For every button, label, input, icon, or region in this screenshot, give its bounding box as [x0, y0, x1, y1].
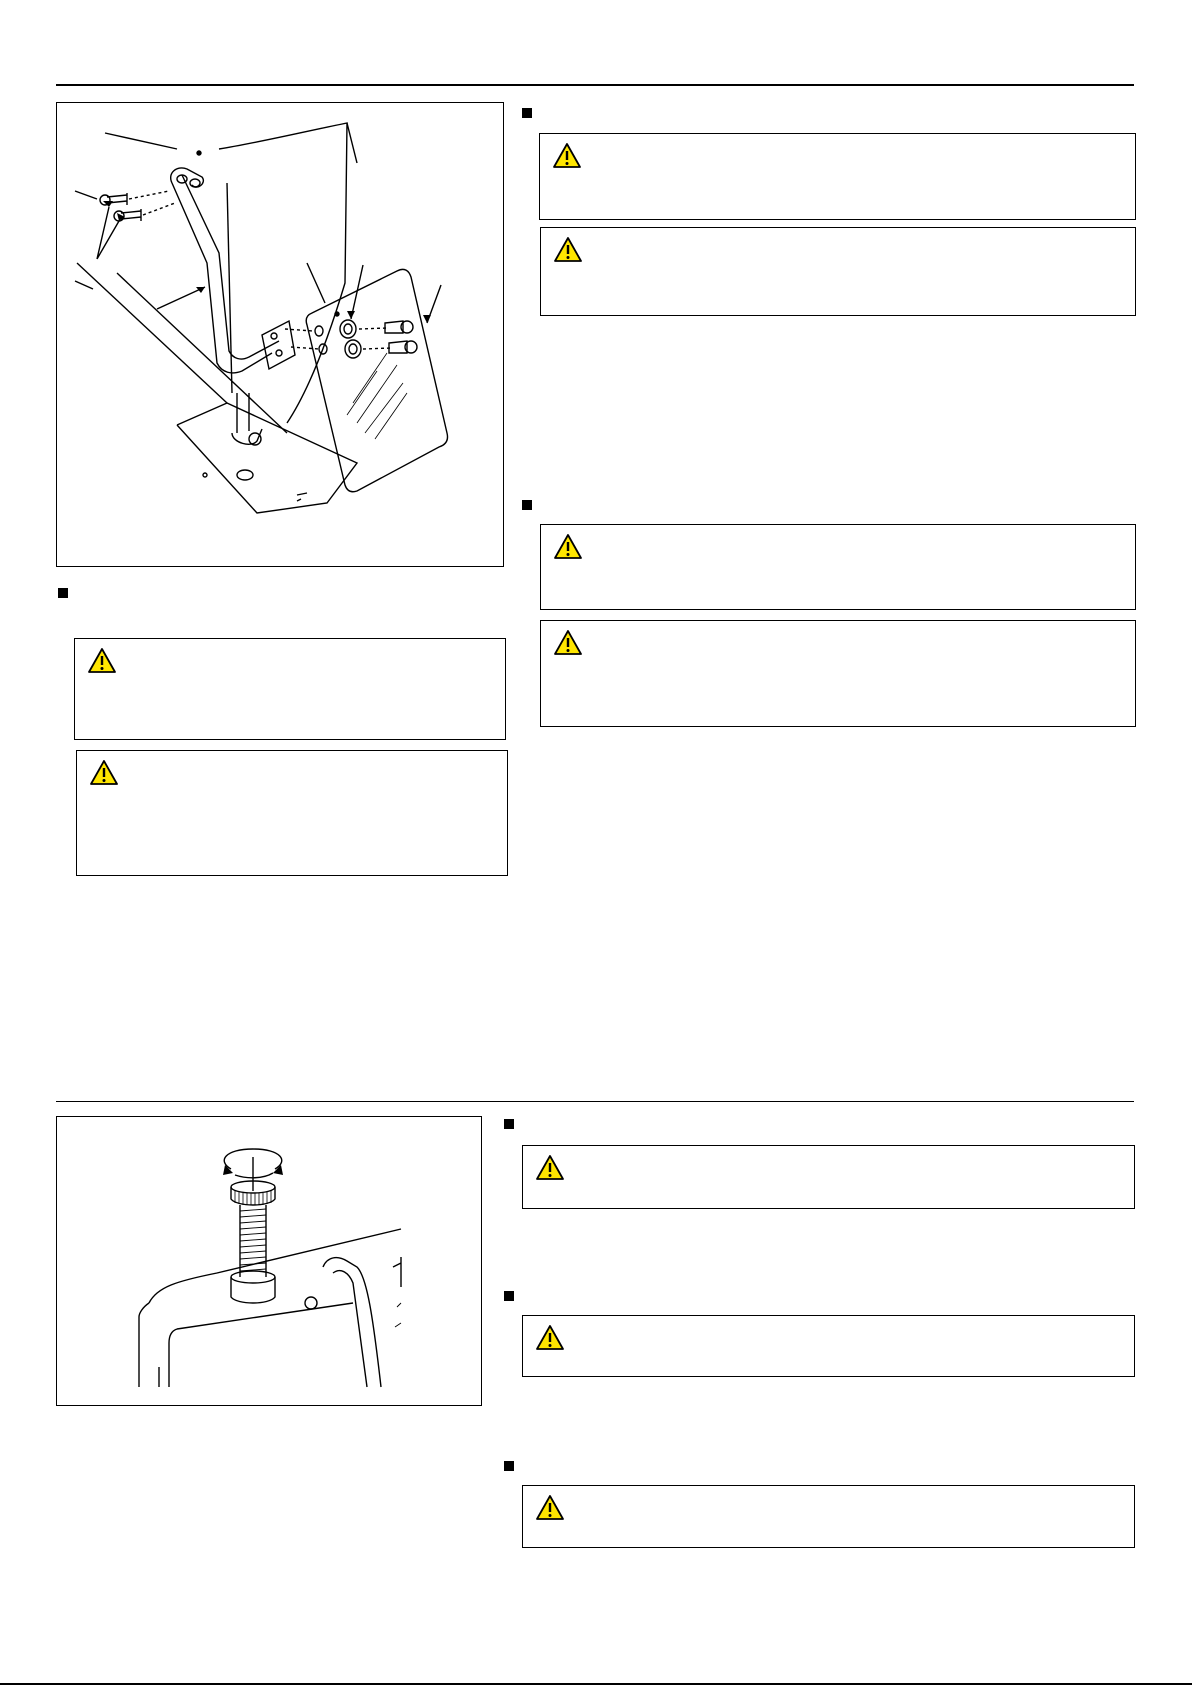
- warning-box-bottom-1: [522, 1145, 1135, 1209]
- warning-triangle-icon: [553, 236, 583, 263]
- warning-triangle-icon: [535, 1324, 565, 1351]
- section-bullet-top-left: [58, 588, 68, 598]
- warning-triangle-icon: [552, 142, 582, 169]
- warning-triangle-icon: [535, 1154, 565, 1181]
- warning-triangle-icon: [553, 629, 583, 656]
- pressure-regulator-illustration: [57, 1117, 481, 1405]
- section-bullet-bottom-1: [504, 1119, 514, 1129]
- warning-triangle-icon: [553, 533, 583, 560]
- header-rule: [56, 84, 1134, 86]
- warning-triangle-icon: [87, 647, 117, 674]
- section-divider: [56, 1101, 1134, 1102]
- warning-box-top-right-2a: [540, 524, 1136, 610]
- warning-box-bottom-3: [522, 1485, 1135, 1548]
- section-bullet-bottom-3: [504, 1461, 514, 1471]
- figure-eye-guard: [56, 102, 504, 567]
- section-bullet-top-right-1: [522, 108, 532, 118]
- section-bullet-bottom-2: [504, 1291, 514, 1301]
- warning-box-top-left-1: [74, 638, 506, 740]
- warning-box-top-right-1b: [540, 227, 1136, 316]
- section-bullet-top-right-2: [522, 500, 532, 510]
- warning-triangle-icon: [535, 1494, 565, 1521]
- figure-pressure-regulator: [56, 1116, 482, 1406]
- warning-box-top-right-1a: [539, 133, 1136, 220]
- warning-box-top-right-2b: [540, 620, 1136, 727]
- warning-box-top-left-2: [76, 750, 508, 876]
- warning-box-bottom-2: [522, 1315, 1135, 1377]
- eye-guard-illustration: [57, 103, 503, 566]
- warning-triangle-icon: [89, 759, 119, 786]
